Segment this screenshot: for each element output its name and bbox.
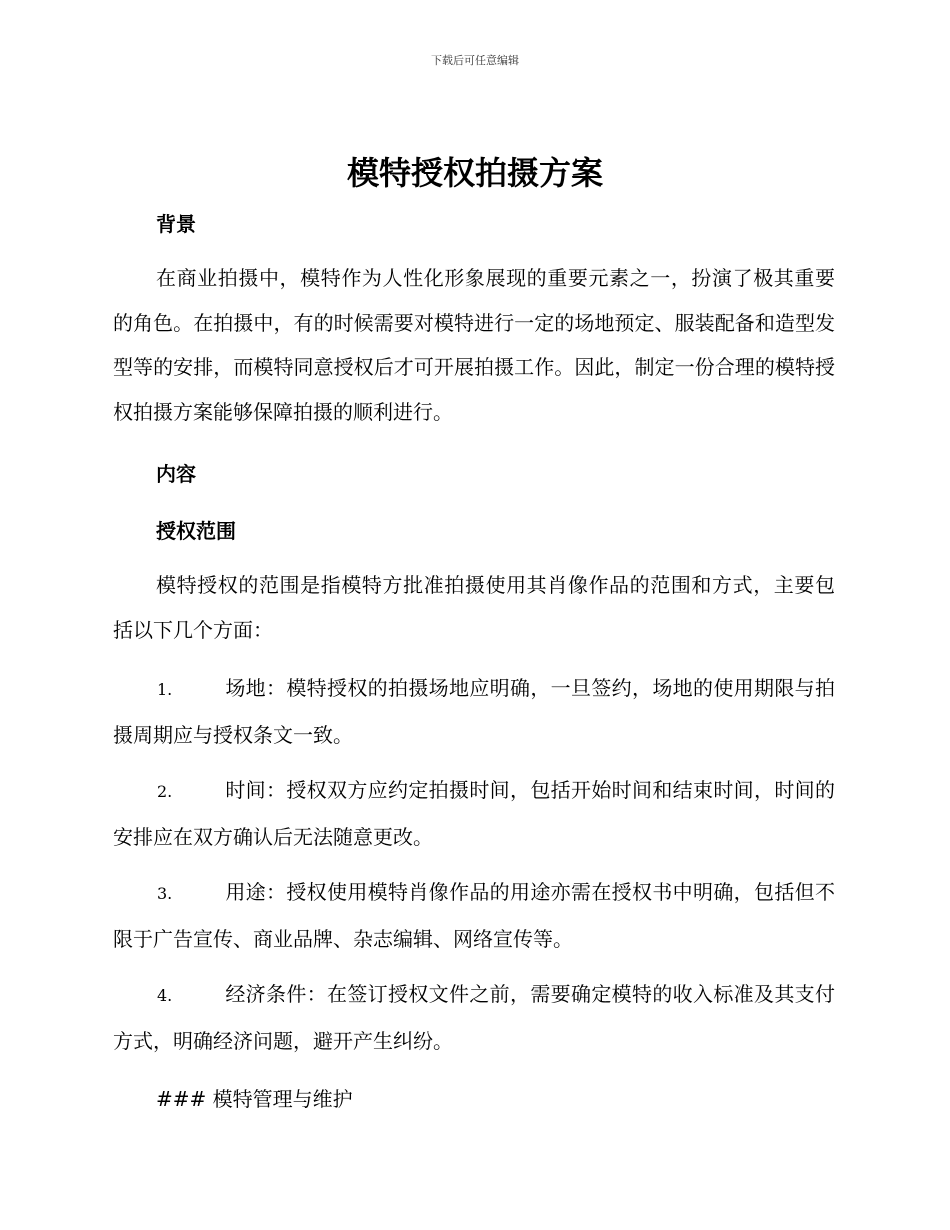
background-paragraph: 在商业拍摄中，模特作为人性化形象展现的重要元素之一，扮演了极其重要的角色。在拍摄中，有的时候需要对模特进行一定的场地预定、服装配备和造型发型等的安排，而模特同意授权后才可开展拍摄工作。因此，制定一份合理的模特授权拍摄方案能够保障拍摄的顺利进行。 [113,266,835,424]
scope-paragraph: 模特授权的范围是指模特方批准拍摄使用其肖像作品的范围和方式，主要包括以下几个方面： [113,573,835,642]
document-title: 模特授权拍摄方案 [346,154,603,192]
page-header-note: 下载后可任意编辑 [431,54,519,67]
list-item-number: 1. [157,680,173,699]
list-item [113,768,835,859]
list-item [113,870,835,961]
list-item-number: 3. [157,884,173,903]
list-item [113,972,835,1063]
list-item-text: 用途：授权使用模特肖像作品的用途亦需在授权书中明确，包括但不限于广告宣传、商业品牌、杂志编辑、网络宣传等。 [113,880,835,951]
section-heading-content: 内容 [156,462,196,486]
list-item-number: 4. [157,986,173,1005]
section-heading-background: 背景 [156,212,196,236]
subsection-heading-model-management: ### 模特管理与维护 [156,1087,353,1111]
list-item-text: 经济条件：在签订授权文件之前，需要确定模特的收入标准及其支付方式，明确经济问题，避开产生纠纷。 [113,982,835,1053]
list-item [113,666,835,757]
list-item-text: 场地：模特授权的拍摄场地应明确，一旦签约，场地的使用期限与拍摄周期应与授权条文一致。 [113,676,835,747]
list-item-text: 时间：授权双方应约定拍摄时间，包括开始时间和结束时间，时间的安排应在双方确认后无法随意更改。 [113,778,835,849]
section-heading-scope: 授权范围 [156,519,236,543]
list-item-number: 2. [157,782,173,801]
